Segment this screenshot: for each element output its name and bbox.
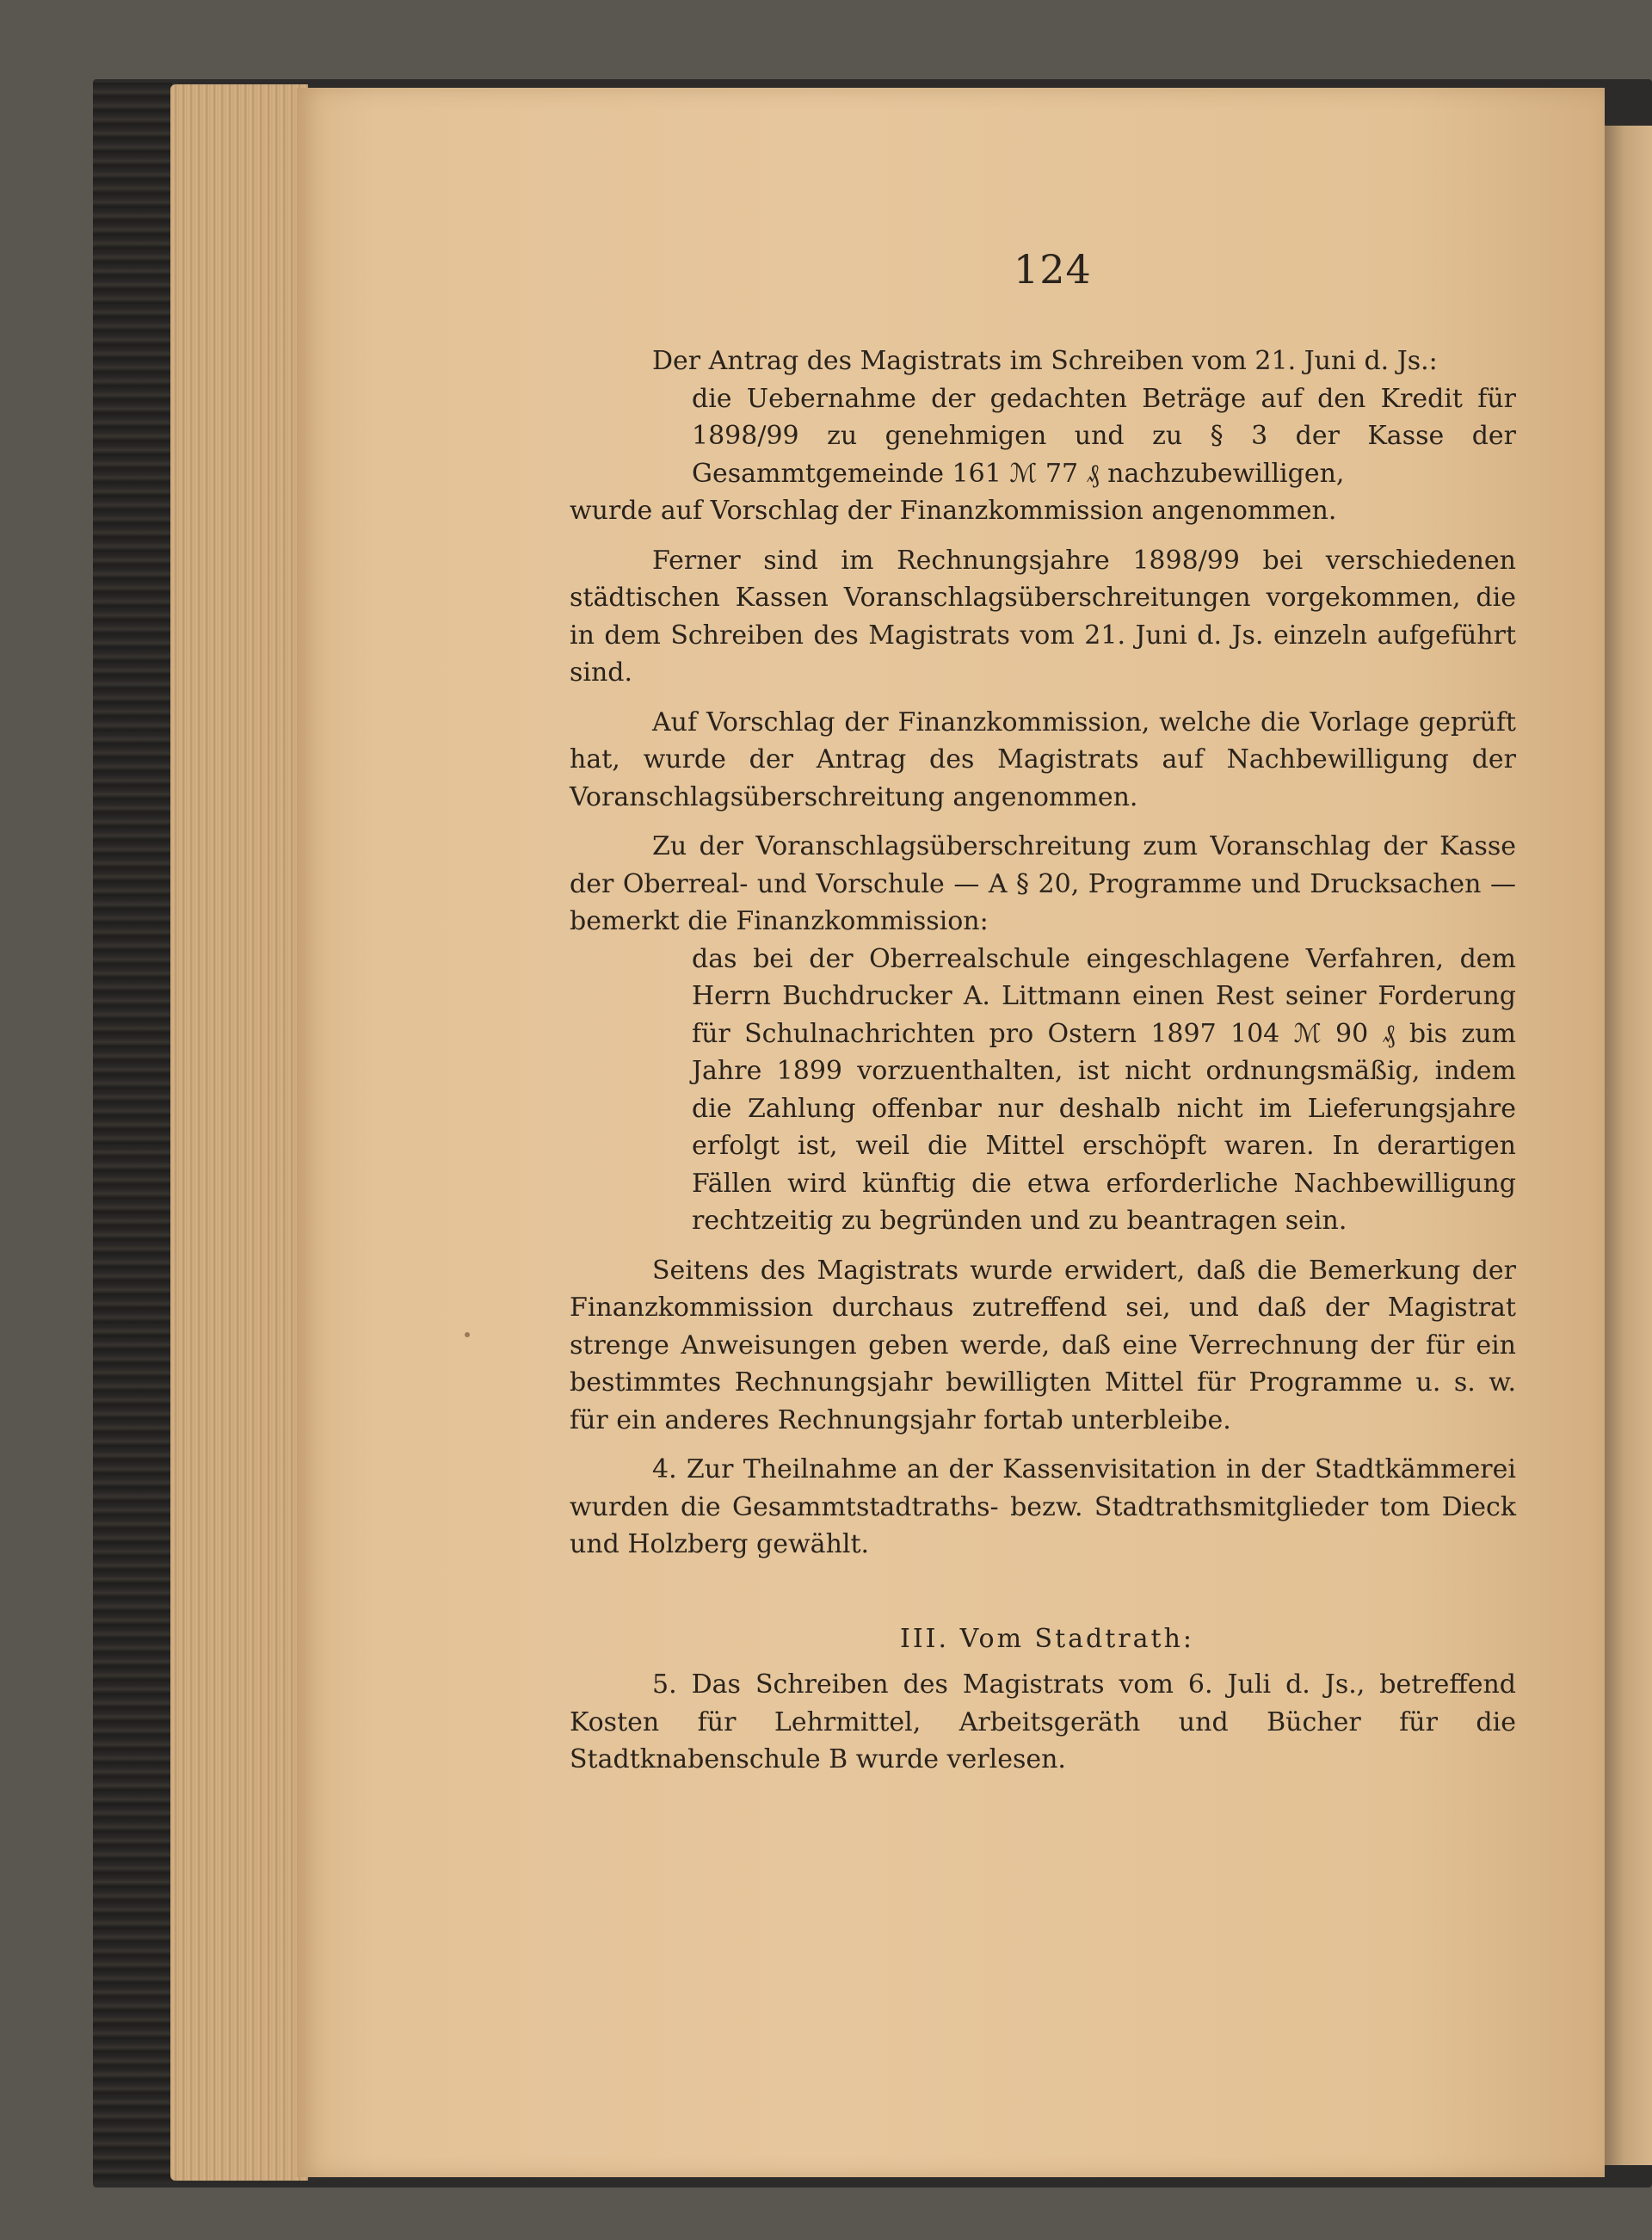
paragraph-item-5: 5. Das Schreiben des Magistrats vom 6. Juli d. Js., betreffend Kosten für Lehrmittel, Arbeitsgeräth und Bücher für die Stadtknabenschule B wurde verlesen. xyxy=(570,1669,1516,1774)
section-heading: III. Vom Stadtrath: xyxy=(899,1623,1195,1654)
facing-page-edge xyxy=(1602,126,1652,2165)
paragraph-antrag-end: wurde auf Vorschlag der Finanzkommission angenommen. xyxy=(570,496,1337,526)
margin-mark xyxy=(465,1332,470,1337)
paragraph-voranschlag: Zu der Voranschlagsüberschreitung zum Voranschlag der Kasse der Oberreal- und Vorschule — A § 20, Programme und Drucksachen — bemerkt die Finanzkommission: xyxy=(570,831,1516,936)
paragraph-ferner: Ferner sind im Rechnungsjahre 1898/99 bei verschiedenen städtischen Kassen Voranschlagsüberschreitungen vorgekommen, die in dem Schreiben des Magistrats vom 21. Juni d. Js. einzeln aufgeführt sind. xyxy=(570,545,1516,688)
page-number: 124 xyxy=(1014,246,1092,293)
paragraph-item-4: 4. Zur Theilnahme an der Kassenvisitation in der Stadtkämmerei wurden die Gesammtstadtraths- bezw. Stadtrathsmitglieder tom Dieck und Holzberg gewählt. xyxy=(570,1454,1516,1559)
book-binding xyxy=(93,83,172,2182)
paragraph-antrag: Der Antrag des Magistrats im Schreiben vom 21. Juni d. Js.: xyxy=(652,346,1438,376)
quoted-remark: das bei der Oberrealschule eingeschlagene Verfahren, dem Herrn Buchdrucker A. Littmann einen Rest seiner Forderung für Schulnachrichten pro Ostern 1897 104 ℳ 90 ₰ bis zum Jahre 1899 vorzuenthalten, ist nicht ordnungsmäßig, indem die Zahlung offenbar nur deshalb nicht im Lieferungsjahre erfolgt ist, weil die Mittel erschöpft waren. In derartigen Fällen wird künftig die etwa erforderliche Nachbewilligung rechtzeitig zu begründen und zu beantragen sein. xyxy=(692,943,1516,1236)
quoted-motion: die Uebernahme der gedachten Beträge auf den Kredit für 1898/99 zu genehmigen und zu § 3 der Kasse der Gesammtgemeinde 161 ℳ 77 ₰ nachzubewilligen, xyxy=(692,383,1516,489)
paragraph-magistrat-reply: Seitens des Magistrats wurde erwidert, daß die Bemerkung der Finanzkommission durchaus zutreffend sei, und daß der Magistrat strenge Anweisungen geben werde, daß eine Verrechnung der für ein bestimmtes Rechnungsjahr bewilligten Mittel für Programme u. s. w. für ein anderes Rechnungsjahr fortab unterbleibe. xyxy=(570,1255,1516,1435)
page-body xyxy=(570,342,1516,1779)
paragraph-vorschlag: Auf Vorschlag der Finanzkommission, welche die Vorlage geprüft hat, wurde der Antrag des Magistrats auf Nachbewilligung der Voranschlagsüberschreitung angenommen. xyxy=(570,707,1516,812)
page-edges xyxy=(170,84,308,2181)
